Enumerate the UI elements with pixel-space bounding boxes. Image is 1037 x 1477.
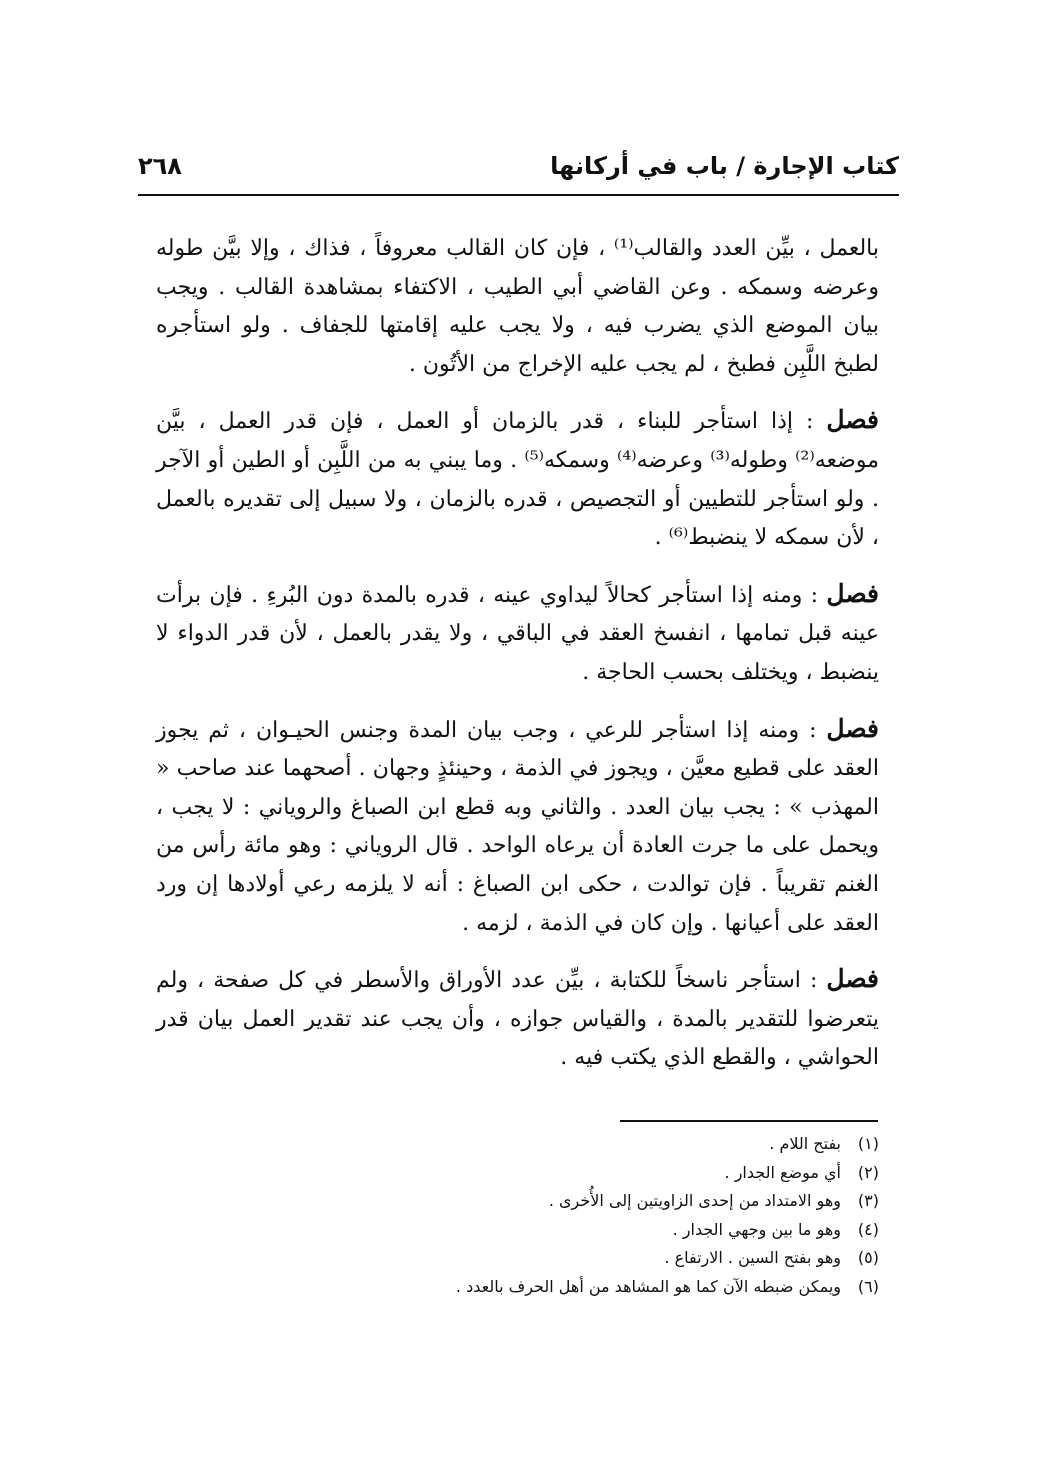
footnote-number: (٥) bbox=[857, 1248, 879, 1268]
paragraph-text: : ومنه إذا استأجر كحالاً ليداوي عينه ، قدره بالمدة دون البُرءِ . فإن برأت عينه قبل تمامها ، انفسخ العقد في الباقي ، ولا يقدر بالعمل ، لأن قدر الدواء لا ينضبط ، ويختلف بحسب الحاجة . bbox=[156, 582, 879, 685]
section-lead: فصل bbox=[826, 578, 879, 608]
footnote bbox=[158, 1273, 879, 1302]
footnote-text: بفتح اللام . bbox=[769, 1134, 841, 1153]
section-lead: فصل bbox=[826, 713, 879, 743]
paragraph bbox=[156, 960, 879, 1078]
header-rule bbox=[138, 194, 899, 196]
main-text bbox=[156, 228, 879, 1095]
footnote-rule bbox=[620, 1120, 878, 1122]
footnotes bbox=[158, 1130, 879, 1302]
footnote-text: وهو بفتح السين . الارتفاع . bbox=[664, 1248, 841, 1268]
footnote-number: (٤) bbox=[857, 1219, 879, 1239]
footnote-text: وهو الامتداد من إحدى الزاويتين إلى الأُخرى . bbox=[548, 1191, 841, 1211]
paragraph bbox=[156, 575, 879, 693]
footnote bbox=[158, 1244, 879, 1273]
footnote-number: (٢) bbox=[857, 1162, 879, 1182]
paragraph-text: بالعمل ، بيِّن العدد والقالب⁽¹⁾ ، فإن كان القالب معروفاً ، فذاك ، وإلا بيَّن طوله وعرضه وسمكه . وعن القاضي أبي الطيب ، الاكتفاء بمشاهدة القالب . ويجب بيان الموضع الذي يضرب فيه ، ولا يجب عليه إقامتها للجفاف . ولو استأجره لطبخ اللَّبِن فطبخ ، لم يجب عليه الإخراج من الأتُون . bbox=[156, 236, 879, 377]
page-number: ٢٦٨ bbox=[138, 152, 182, 180]
paragraph bbox=[156, 401, 879, 557]
footnote bbox=[158, 1187, 879, 1216]
footnote-number: (٣) bbox=[857, 1191, 879, 1211]
section-lead: فصل bbox=[826, 405, 879, 435]
footnote-text: أي موضع الجدار . bbox=[724, 1162, 841, 1182]
footnote-number: (٦) bbox=[857, 1276, 879, 1296]
paragraph-text: : إذا استأجر للبناء ، قدر بالزمان أو العمل ، فإن قدر العمل ، بيَّن موضعه⁽²⁾ وطوله⁽³⁾ وعرضه⁽⁴⁾ وسمكه⁽⁵⁾ . وما يبني به من اللَّبِن أو الطين أو الآجر . ولو استأجر للتطيين أو التجصيص ، قدره بالزمان ، ولا سبيل إلى تقديره بالعمل ، لأن سمكه لا ينضبط⁽⁶⁾ . bbox=[156, 409, 879, 551]
footnote bbox=[158, 1216, 879, 1245]
footnote bbox=[158, 1159, 879, 1188]
footnote-text: وهو ما بين وجهي الجدار . bbox=[672, 1219, 841, 1239]
footnote-text: ويمكن ضبطه الآن كما هو المشاهد من أهل الحرف بالعدد . bbox=[455, 1276, 841, 1296]
section-lead: فصل bbox=[826, 964, 879, 994]
footnote bbox=[158, 1130, 879, 1159]
running-title: كتاب الإجارة / باب في أركانها bbox=[550, 152, 899, 180]
paragraph-text: : استأجر ناسخاً للكتابة ، بيِّن عدد الأوراق والأسطر في كل صفحة ، ولم يتعرضوا للتقدير بالمدة ، والقياس جوازه ، وأن يجب عند تقدير العمل بيان قدر الحواشي ، والقطع الذي يكتب فيه . bbox=[156, 968, 879, 1071]
page-header bbox=[138, 146, 899, 186]
footnote-number: (١) bbox=[857, 1134, 879, 1153]
paragraph-text: : ومنه إذا استأجر للرعي ، وجب بيان المدة وجنس الحيـوان ، ثم يجوز العقد على قطيع معيَّن ، ويجوز في الذمة ، وحينئذٍ وجهان . أصحهما عند صاحب « المهذب » : يجب بيان العدد . والثاني وبه قطع ابن الصباغ والروياني : لا يجب ، ويحمل على ما جرت العادة أن يرعاه الواحد . قال الروياني : وهو مائة رأس من الغنم تقريباً . فإن توالدت ، حكى ابن الصباغ : أنه لا يلزمه رعي أولادها إن ورد العقد على أعيانها . وإن كان في الذمة ، لزمه . bbox=[156, 717, 879, 936]
paragraph bbox=[156, 228, 879, 384]
paragraph bbox=[156, 710, 879, 944]
